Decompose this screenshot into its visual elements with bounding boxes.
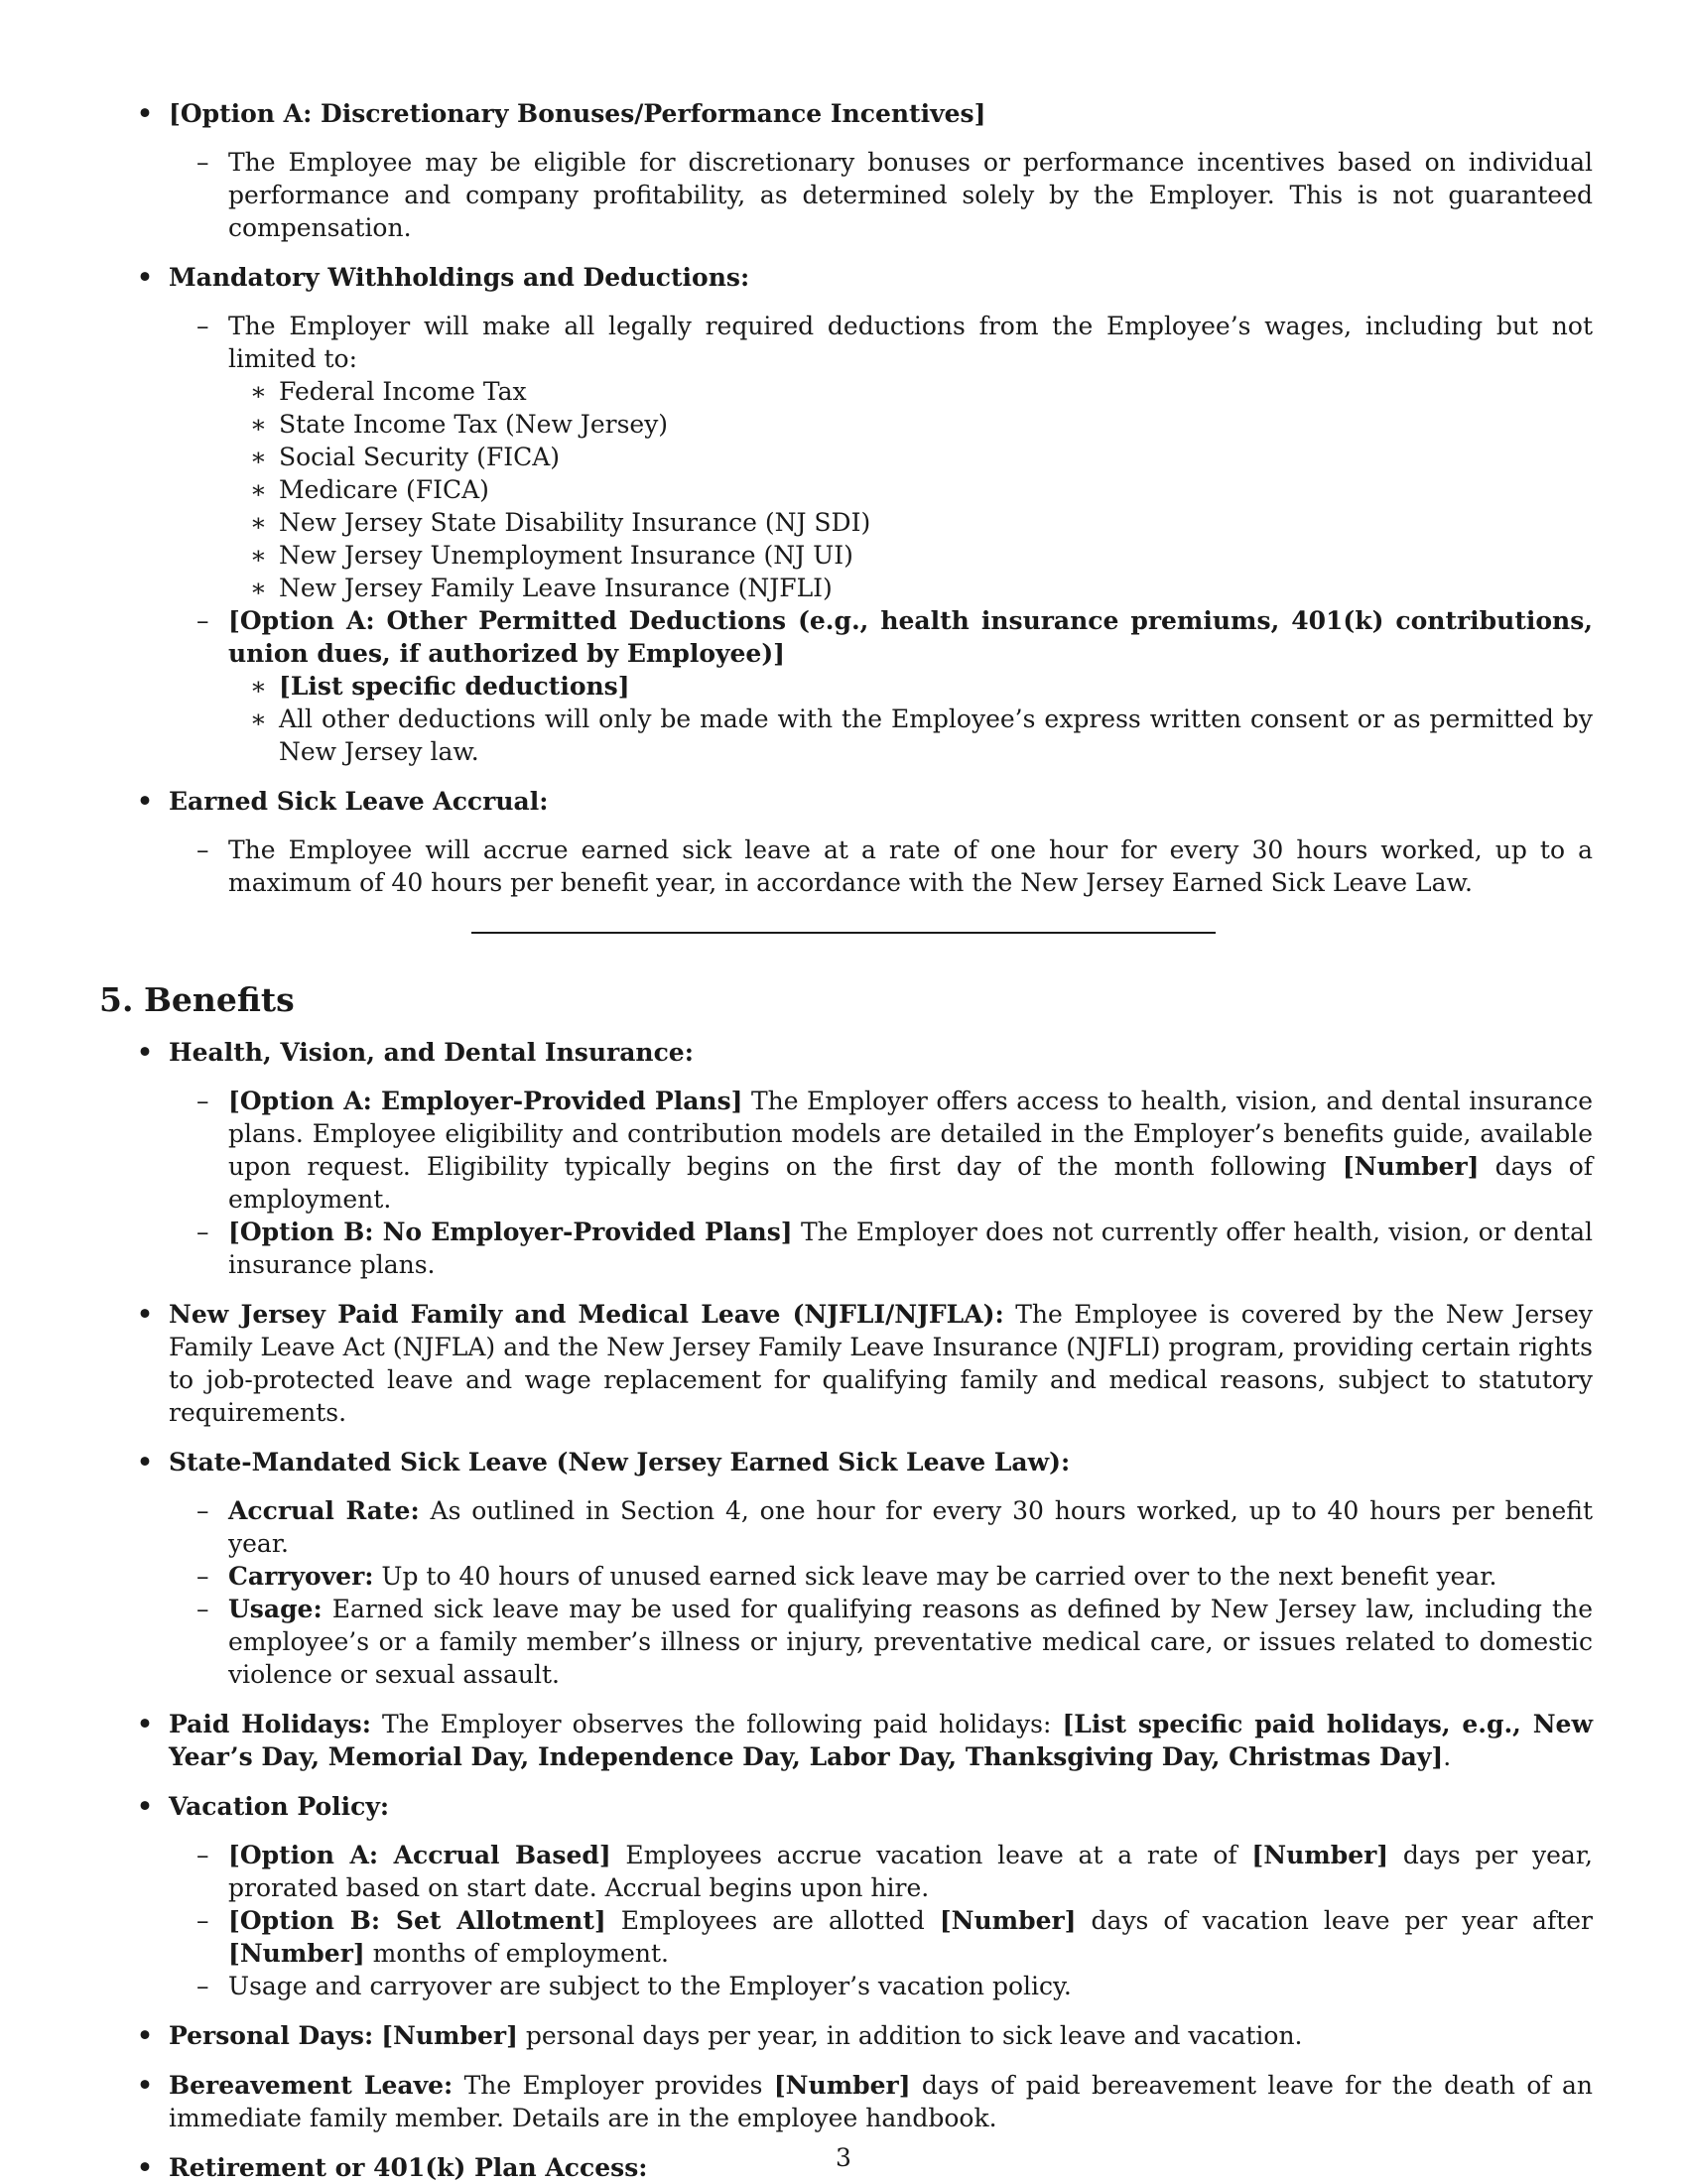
withholding-item: ∗ New Jersey Family Leave Insurance (NJFLI) [250, 574, 833, 602]
health-label: Health, Vision, and Dental Insurance: [169, 1038, 694, 1067]
dash: – [196, 1972, 209, 2000]
bullet: • [137, 1448, 153, 1477]
withholding-item: ∗ Social Security (FICA) [250, 443, 561, 471]
sub-item-health-option-b: – [Option B: No Employer-Provided Plans] The Employer does not currently offer health, vision, or dental insurance plans. [196, 1218, 1593, 1279]
list-item-njfli: • New Jersey Paid Family and Medical Leave (NJFLI/NJFLA): The Employee is covered by the New Jersey Family Leave Act (NJFLA) and the New Jersey Family Leave Insurance (NJFLI) program, providing certain rights to job-protected leave and wage replacement for qualifying family and medical reasons, subject to statutory requirements. [137, 1300, 1593, 1427]
dash: – [196, 835, 209, 864]
page-number: 3 [836, 2143, 851, 2172]
bullet: • [137, 1038, 153, 1067]
withholding-item: ∗ State Income Tax (New Jersey) [250, 410, 669, 439]
bonus-text: The Employee may be eligible for discretionary bonuses or performance incentives based on individual performance and company profitability, as determined solely by the Employer. This is not guaranteed compensation. [228, 148, 1593, 242]
dash: – [196, 148, 209, 177]
section-number: 5. [99, 980, 134, 1019]
bullet: • [137, 1300, 153, 1329]
horizontal-rule [471, 932, 1216, 934]
sub-item-sick-accrual [99, 834, 1593, 899]
sub-item-bonus-text [99, 146, 1593, 244]
list-item-retirement: • Retirement or 401(k) Plan Access: [137, 2153, 648, 2182]
sub-item-vacation-usage: – Usage and carryover are subject to the Employer’s vacation policy. [196, 1972, 1072, 2000]
sub-item-accrual-rate: – Accrual Rate: As outlined in Section 4, one hour for every 30 hours worked, up to 40 hours per benefit year. [196, 1496, 1593, 1558]
list-item-state-sick-leave: • State-Mandated Sick Leave (New Jersey Earned Sick Leave Law): [137, 1448, 1071, 1477]
withholding-item: ∗ New Jersey Unemployment Insurance (NJ UI) [250, 541, 853, 570]
dash: – [196, 1906, 209, 1935]
bonus-label: [Option A: Discretionary Bonuses/Performance Incentives] [169, 99, 986, 128]
dash: – [196, 1218, 209, 1246]
bullet: • [137, 787, 153, 816]
list-item-paid-holidays: • Paid Holidays: The Employer observes the following paid holidays: [List specific paid holidays, e.g., New Year’s Day, Memorial Day, Independence Day, Labor Day, Thanksgiving Day, Christmas Day]. [137, 1710, 1593, 1771]
other-deduction-item: ∗ [List specific deductions] [250, 672, 630, 701]
bullet: • [137, 2071, 153, 2100]
withholdings-label: Mandatory Withholdings and Deductions: [169, 263, 750, 292]
list-item-vacation: • Vacation Policy: [137, 1792, 390, 1821]
dash: – [196, 1595, 209, 1623]
sick-accrual-label: Earned Sick Leave Accrual: [169, 787, 549, 816]
list-item-bereavement: • Bereavement Leave: The Employer provides [Number] days of paid bereavement leave for the death of an immediate family member. Details are in the employee handbook. [137, 2071, 1594, 2132]
dash: – [196, 1841, 209, 1869]
bullet: • [137, 263, 153, 292]
bullet: • [137, 1710, 153, 1738]
other-deduction-item: ∗ All other deductions will only be made with the Employee’s express written consent or as permitted by New Jersey law. [250, 705, 1593, 766]
withholdings-intro: The Employer will make all legally required deductions from the Employee’s wages, including but not limited to: [228, 312, 1593, 373]
section-title: Benefits [144, 980, 295, 1019]
list-item-withholdings [99, 261, 1593, 294]
sub-item-usage: – Usage: Earned sick leave may be used for qualifying reasons as defined by New Jersey law, including the employee’s or a family member’s illness or injury, preventative medical care, or issues related to domestic violence or sexual assault. [196, 1595, 1593, 1689]
withholding-item: ∗ Federal Income Tax [250, 377, 527, 406]
sub-item-carryover: – Carryover: Up to 40 hours of unused earned sick leave may be carried over to the next benefit year. [196, 1562, 1497, 1591]
dash: – [196, 1562, 209, 1591]
sub-item-vacation-option-a: – [Option A: Accrual Based] Employees accrue vacation leave at a rate of [Number] days per year, prorated based on start date. Accrual begins upon hire. [196, 1841, 1593, 1902]
sub-item-other-deductions [99, 604, 1593, 670]
bullet: • [137, 2153, 153, 2182]
withholding-item: ∗ Medicare (FICA) [250, 475, 489, 504]
bullet: • [137, 2021, 153, 2050]
list-item-personal-days: • Personal Days: [Number] personal days per year, in addition to sick leave and vacation. [137, 2021, 1303, 2050]
other-deductions-label: [Option A: Other Permitted Deductions (e.g., health insurance premiums, 401(k) contributions, union dues, if authorized by Employee)] [228, 606, 1593, 668]
dash: – [196, 1496, 209, 1525]
bullet: • [137, 99, 153, 128]
page-content [99, 97, 1593, 2184]
dash: – [196, 312, 209, 340]
list-item-bonuses [99, 97, 1593, 130]
bullet: • [137, 1792, 153, 1821]
sub-item-health-option-a: – [Option A: Employer-Provided Plans] The Employer offers access to health, vision, and dental insurance plans. Employee eligibility and contribution models are detailed in the Employer’s benefits guide, available upon request. Eligibility typically begins on the first day of the month following [Number] days of employment. [196, 1087, 1593, 1214]
dash: – [196, 606, 209, 635]
sick-accrual-text: The Employee will accrue earned sick leave at a rate of one hour for every 30 hours worked, up to a maximum of 40 hours per benefit year, in accordance with the New Jersey Earned Sick Leave Law. [228, 835, 1593, 897]
sub-item-vacation-option-b: – [Option B: Set Allotment] Employees are allotted [Number] days of vacation leave per year after [Number] months of employment. [196, 1906, 1594, 1968]
withholding-item: ∗ New Jersey State Disability Insurance (NJ SDI) [250, 508, 871, 537]
dash: – [196, 1087, 209, 1115]
list-item-health [99, 1036, 1593, 1069]
list-item-sick-accrual [99, 785, 1593, 818]
sub-item-withholdings-intro [99, 310, 1593, 375]
section-heading-benefits [99, 980, 1593, 1020]
